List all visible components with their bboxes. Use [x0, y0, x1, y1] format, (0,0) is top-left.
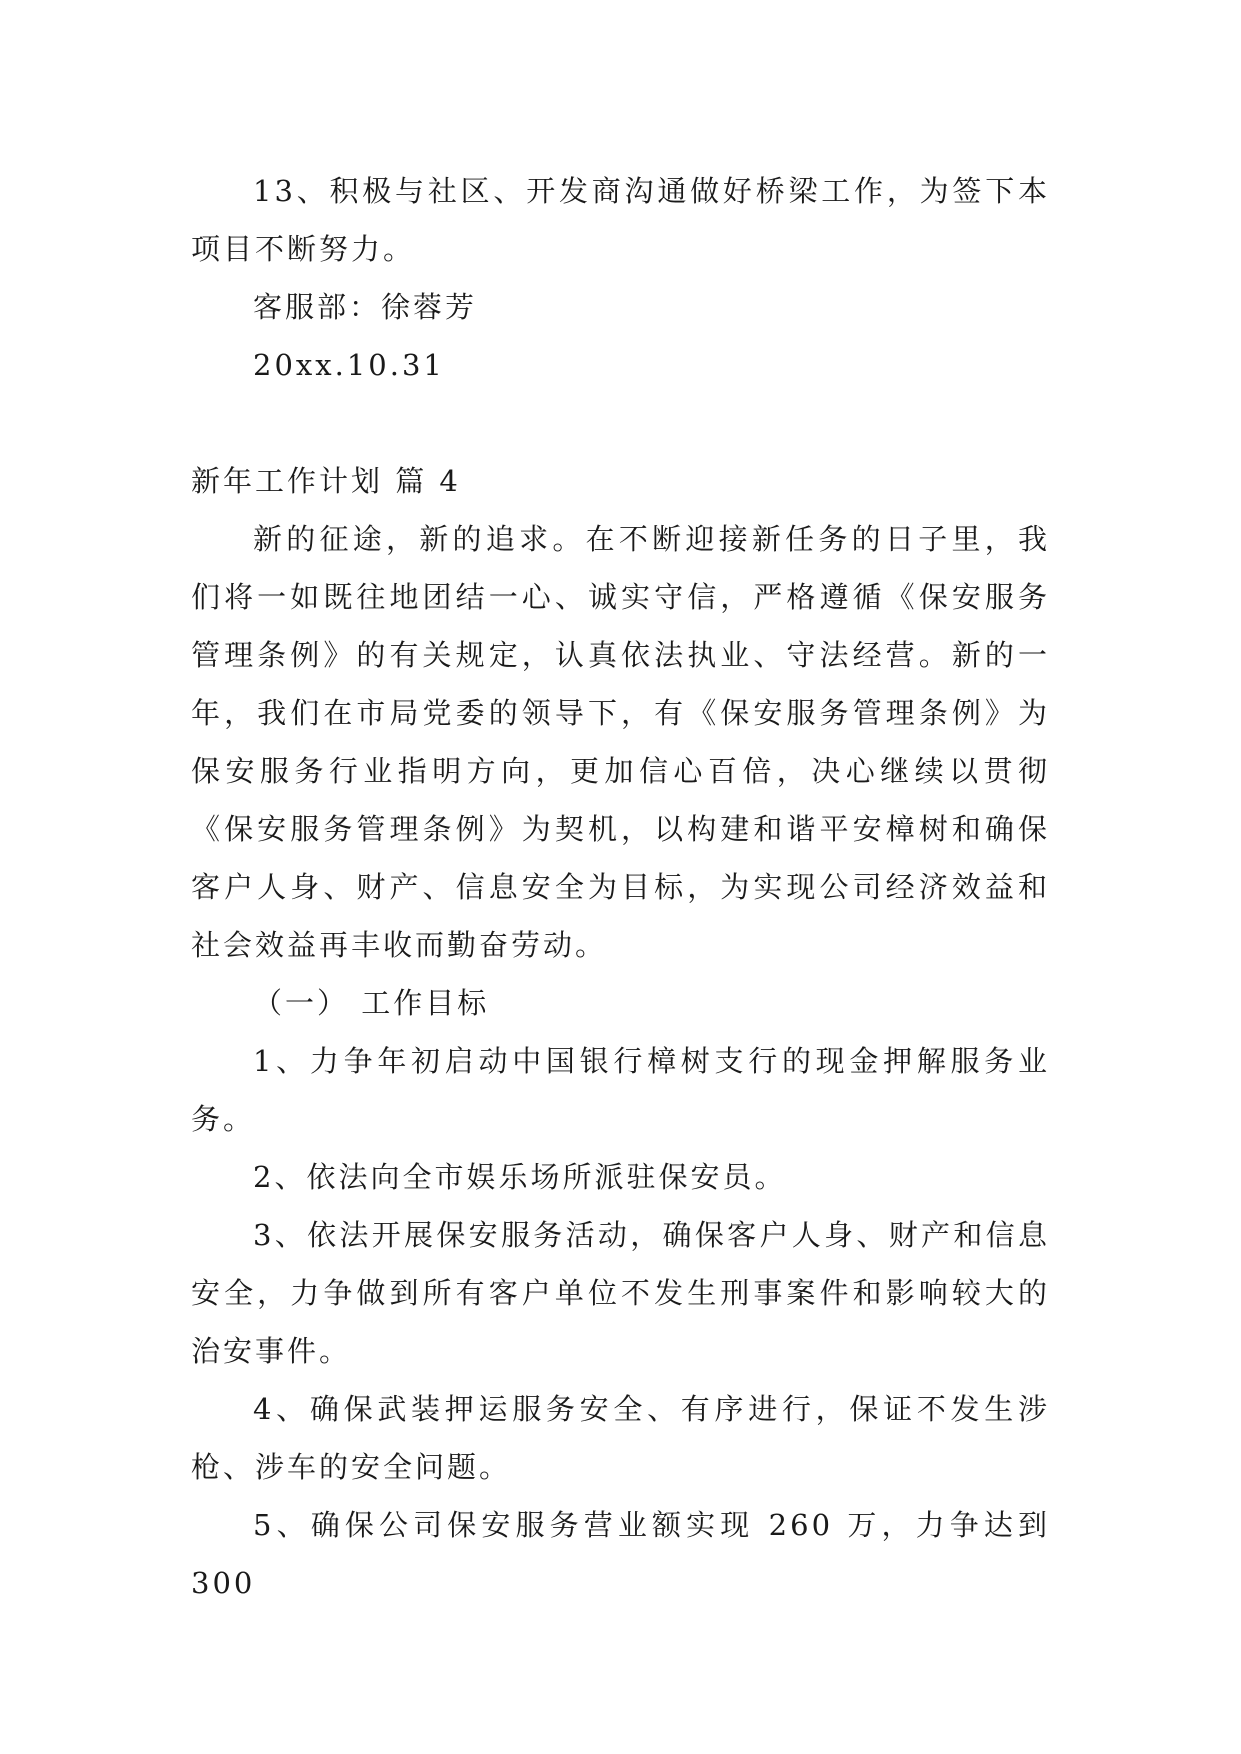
goal-item-5: 5、确保公司保安服务营业额实现 260 万，力争达到 300	[191, 1508, 1050, 1600]
goal-item-3: 3、依法开展保安服务活动，确保客户人身、财产和信息安全，力争做到所有客户单位不发生刑事案件和影响较大的治安事件。	[191, 1218, 1050, 1368]
subheading-goals: （一） 工作目标	[253, 986, 490, 1020]
section-title: 新年工作计划 篇 4	[191, 464, 461, 498]
paragraph-item-13: 13、积极与社区、开发商沟通做好桥梁工作，为签下本项目不断努力。	[191, 174, 1050, 266]
goal-item-4: 4、确保武装押运服务安全、有序进行，保证不发生涉枪、涉车的安全问题。	[191, 1392, 1050, 1484]
goal-item-2: 2、依法向全市娱乐场所派驻保安员。	[253, 1160, 787, 1194]
signature-date: 20xx.10.31	[253, 348, 445, 382]
department-signature: 客服部：徐蓉芳	[253, 290, 478, 324]
document-body	[191, 162, 1050, 1612]
goal-item-1: 1、力争年初启动中国银行樟树支行的现金押解服务业务。	[191, 1044, 1050, 1136]
intro-paragraph: 新的征途，新的追求。在不断迎接新任务的日子里，我们将一如既往地团结一心、诚实守信，严格遵循《保安服务管理条例》的有关规定，认真依法执业、守法经营。新的一年，我们在市局党委的领导下，有《保安服务管理条例》为保安服务行业指明方向，更加信心百倍，决心继续以贯彻《保安服务管理条例》为契机，以构建和谐平安樟树和确保客户人身、财产、信息安全为目标，为实现公司经济效益和社会效益再丰收而勤奋劳动。	[191, 522, 1050, 962]
